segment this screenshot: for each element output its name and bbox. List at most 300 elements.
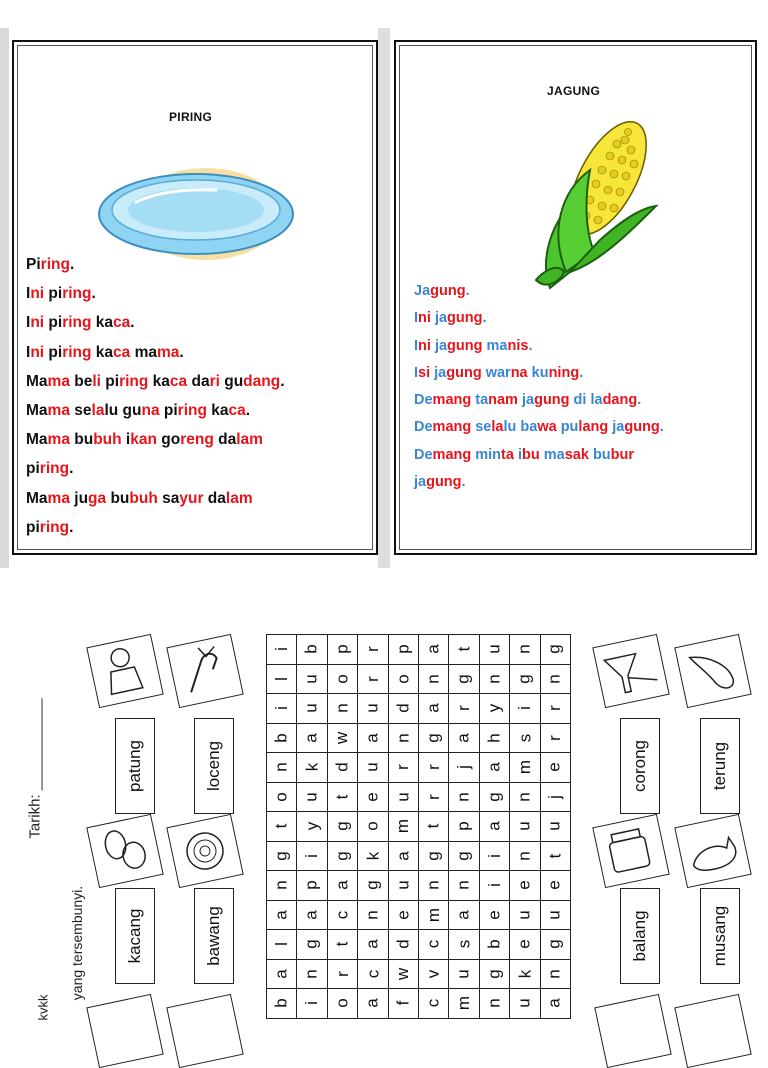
grid-cell[interactable]: [267, 930, 297, 960]
grid-cell[interactable]: [510, 959, 540, 989]
grid-cell[interactable]: [388, 723, 418, 753]
piring-text-syllable: ka: [206, 402, 229, 420]
grid-cell[interactable]: [540, 664, 570, 694]
word-bawang: bawang: [204, 906, 223, 966]
grid-cell[interactable]: [479, 841, 509, 871]
piring-text-syllable: Ma: [26, 372, 48, 390]
piring-text-syllable: gu: [219, 372, 244, 390]
piring-text-syllable: la: [91, 402, 105, 420]
grid-cell[interactable]: [358, 753, 388, 783]
bottom-right-picture-box: [594, 994, 671, 1068]
grid-cell[interactable]: [449, 871, 479, 901]
jagung-text-syllable: ba: [516, 419, 538, 436]
grid-letter: m: [423, 907, 443, 922]
piring-text-syllable: lam: [225, 489, 253, 507]
grid-cell[interactable]: [388, 989, 418, 1019]
grid-letter: u: [302, 674, 322, 684]
grid-cell[interactable]: [297, 841, 327, 871]
grid-cell[interactable]: [449, 723, 479, 753]
grid-cell[interactable]: [327, 753, 357, 783]
grid-cell[interactable]: [418, 694, 448, 724]
grid-letter: g: [302, 939, 322, 949]
grid-cell[interactable]: [510, 989, 540, 1019]
jagung-text-syllable: na: [510, 364, 528, 381]
grid-cell[interactable]: [479, 900, 509, 930]
grid-letter: n: [484, 998, 504, 1008]
grid-letter: u: [362, 762, 382, 772]
grid-cell[interactable]: [418, 782, 448, 812]
jagung-text-line: [414, 442, 664, 469]
grid-cell[interactable]: [358, 900, 388, 930]
grid-cell[interactable]: [418, 930, 448, 960]
grid-cell[interactable]: [418, 959, 448, 989]
eggplant-picture-box: [674, 634, 751, 708]
grid-cell[interactable]: [267, 723, 297, 753]
grid-cell[interactable]: [297, 664, 327, 694]
grid-cell[interactable]: [540, 900, 570, 930]
piring-text-syllable: se: [69, 402, 92, 420]
grid-letter: d: [393, 703, 413, 713]
grid-cell[interactable]: [327, 782, 357, 812]
grid-cell[interactable]: [449, 959, 479, 989]
grid-letter: b: [484, 939, 504, 949]
grid-cell[interactable]: [267, 989, 297, 1019]
grid-letter: r: [332, 970, 352, 977]
piring-text-line: [26, 367, 285, 396]
grid-cell[interactable]: [267, 959, 297, 989]
grid-letter: a: [271, 910, 291, 920]
piring-text-syllable: ring: [119, 372, 149, 390]
grid-letter: n: [545, 674, 565, 684]
piring-text-syllable: da: [187, 372, 210, 390]
jagung-text-syllable: mang: [432, 419, 472, 436]
grid-cell[interactable]: [510, 694, 540, 724]
grid-cell[interactable]: [449, 694, 479, 724]
jagung-text-syllable: lang: [578, 419, 609, 436]
grid-letter: o: [271, 792, 291, 802]
grid-cell[interactable]: [479, 989, 509, 1019]
grid-letter: r: [393, 764, 413, 771]
grid-cell[interactable]: [540, 694, 570, 724]
jagung-text-syllable: gung: [447, 310, 483, 327]
jagung-text-syllable: ta: [471, 392, 489, 409]
grid-letter: n: [423, 674, 443, 684]
grid-letter: n: [454, 792, 474, 802]
grid-letter: u: [393, 880, 413, 890]
jagung-text-line: [414, 387, 664, 414]
grid-letter: j: [454, 765, 474, 770]
card-jagung-text: [414, 278, 664, 496]
grid-letter: i: [271, 647, 291, 652]
grid-letter: e: [545, 762, 565, 772]
grid-cell[interactable]: [358, 930, 388, 960]
bottom-right-picture-box-2: [674, 994, 751, 1068]
grid-cell[interactable]: [418, 989, 448, 1019]
grid-letter: a: [423, 644, 443, 654]
card-jagung-title: JAGUNG: [547, 84, 601, 98]
piring-text-syllable: .: [280, 372, 285, 390]
grid-cell[interactable]: [297, 989, 327, 1019]
grid-cell[interactable]: [479, 812, 509, 842]
jagung-text-syllable: ja: [430, 310, 448, 327]
piring-text-syllable: da: [213, 431, 237, 449]
word-balang: balang: [630, 910, 649, 962]
grid-letter: a: [393, 851, 413, 861]
grid-row: [267, 694, 571, 724]
grid-letter: g: [271, 851, 291, 861]
grid-cell[interactable]: [510, 812, 540, 842]
grid-cell[interactable]: [388, 635, 418, 665]
grid-cell[interactable]: [267, 900, 297, 930]
grid-letter: b: [271, 733, 291, 743]
grid-letter: r: [362, 675, 382, 682]
grid-cell[interactable]: [297, 812, 327, 842]
grid-letter: n: [514, 792, 534, 802]
piring-text-syllable: lam: [236, 431, 263, 449]
grid-cell[interactable]: [479, 871, 509, 901]
piring-text-syllable: ring: [62, 314, 92, 332]
grid-cell[interactable]: [358, 812, 388, 842]
jagung-text-syllable: pu: [556, 419, 579, 436]
grid-cell[interactable]: [267, 694, 297, 724]
grid-letter: n: [393, 733, 413, 743]
grid-cell[interactable]: [297, 900, 327, 930]
grid-cell[interactable]: [510, 930, 540, 960]
word-musang: musang: [710, 905, 729, 967]
grid-cell[interactable]: [358, 841, 388, 871]
grid-row: [267, 930, 571, 960]
piring-text-line: [26, 279, 285, 308]
grid-letter: n: [271, 762, 291, 772]
grid-cell[interactable]: [449, 812, 479, 842]
grid-cell[interactable]: [388, 753, 418, 783]
jagung-text-syllable: sak: [564, 446, 589, 463]
grid-cell[interactable]: [418, 664, 448, 694]
word-tag-musang: [700, 888, 740, 984]
grid-cell[interactable]: [267, 753, 297, 783]
grid-cell[interactable]: [479, 753, 509, 783]
grid-letter: y: [484, 704, 504, 713]
piring-text-syllable: ri: [209, 372, 220, 390]
jagung-text-syllable: ku: [527, 364, 549, 381]
grid-letter: f: [393, 1000, 413, 1006]
jagung-text-line: [414, 278, 664, 305]
grid-cell[interactable]: [358, 871, 388, 901]
grid-cell[interactable]: [510, 871, 540, 901]
grid-cell[interactable]: [418, 871, 448, 901]
grid-letter: m: [514, 760, 534, 775]
grid-cell[interactable]: [297, 694, 327, 724]
grid-cell[interactable]: [540, 871, 570, 901]
jagung-text-syllable: gung: [426, 474, 462, 491]
grid-cell[interactable]: [388, 664, 418, 694]
grid-cell[interactable]: [510, 664, 540, 694]
grid-cell[interactable]: [418, 900, 448, 930]
grid-letter: a: [454, 733, 474, 743]
grid-letter: d: [393, 939, 413, 949]
grid-cell[interactable]: [418, 635, 448, 665]
grid-letter: n: [514, 851, 534, 861]
piring-text-syllable: ca: [113, 343, 131, 361]
grid-cell[interactable]: [327, 635, 357, 665]
grid-letter: m: [393, 819, 413, 834]
jagung-text-syllable: bu: [522, 446, 540, 463]
grid-letter: u: [514, 821, 534, 831]
jagung-text-syllable: I: [414, 337, 419, 354]
grid-cell[interactable]: [479, 782, 509, 812]
grid-cell[interactable]: [418, 753, 448, 783]
grid-cell[interactable]: [449, 930, 479, 960]
grid-cell[interactable]: [267, 635, 297, 665]
grid-row: [267, 871, 571, 901]
grid-cell[interactable]: [358, 959, 388, 989]
grid-letter: i: [302, 1001, 322, 1006]
grid-cell[interactable]: [327, 900, 357, 930]
word-corong: corong: [630, 740, 649, 792]
grid-cell[interactable]: [297, 782, 327, 812]
grid-cell[interactable]: [327, 959, 357, 989]
grid-cell[interactable]: [449, 635, 479, 665]
grid-cell[interactable]: [327, 841, 357, 871]
grid-cell[interactable]: [449, 841, 479, 871]
piring-text-syllable: .: [69, 518, 74, 536]
grid-cell[interactable]: [297, 959, 327, 989]
grid-cell[interactable]: [540, 841, 570, 871]
jagung-text-syllable: la: [586, 392, 603, 409]
grid-letter: g: [332, 851, 352, 861]
jagung-text-syllable: ja: [430, 364, 447, 381]
jagung-text-syllable: De: [414, 419, 433, 436]
grid-cell[interactable]: [388, 959, 418, 989]
grid-letter: u: [302, 792, 322, 802]
grid-letter: e: [514, 939, 534, 949]
grid-cell[interactable]: [510, 723, 540, 753]
grid-cell[interactable]: [510, 841, 540, 871]
grid-letter: n: [514, 644, 534, 654]
piring-text-syllable: na: [141, 402, 160, 420]
grid-letter: a: [484, 762, 504, 772]
jagung-text-syllable: la: [491, 419, 504, 436]
piring-text-syllable: .: [130, 314, 135, 332]
grid-cell[interactable]: [267, 782, 297, 812]
grid-cell[interactable]: [297, 723, 327, 753]
grid-letter: o: [393, 674, 413, 684]
jagung-text-syllable: .: [637, 392, 642, 409]
piring-text-line: [26, 425, 285, 454]
grid-cell[interactable]: [388, 841, 418, 871]
grid-cell[interactable]: [358, 782, 388, 812]
grid-cell[interactable]: [358, 723, 388, 753]
piring-text-syllable: ma: [47, 372, 70, 390]
card-jagung: [394, 40, 757, 555]
peanut-picture-box: [86, 814, 163, 888]
grid-letter: i: [271, 706, 291, 711]
grid-letter: n: [332, 703, 352, 713]
grid-letter: d: [332, 762, 352, 772]
grid-cell[interactable]: [449, 664, 479, 694]
grid-cell[interactable]: [479, 694, 509, 724]
grid-cell[interactable]: [297, 635, 327, 665]
piring-text-syllable: I: [26, 314, 31, 332]
jagung-text-syllable: Ja: [414, 283, 431, 299]
jagung-text-syllable: gung: [534, 392, 570, 409]
grid-cell[interactable]: [479, 930, 509, 960]
piring-text-line: [26, 396, 285, 425]
grid-letter: g: [362, 880, 382, 890]
piring-text-syllable: I: [26, 285, 31, 303]
grid-cell[interactable]: [479, 723, 509, 753]
grid-letter: g: [423, 733, 443, 743]
grid-cell[interactable]: [358, 694, 388, 724]
jagung-text-syllable: De: [414, 446, 433, 463]
piring-text-line: [26, 338, 285, 367]
grid-letter: a: [454, 910, 474, 920]
grid-letter: e: [362, 792, 382, 802]
grid-cell[interactable]: [327, 930, 357, 960]
grid-cell[interactable]: [297, 753, 327, 783]
card-piring-text: [26, 250, 285, 542]
grid-letter: r: [545, 734, 565, 741]
jagung-text-syllable: se: [471, 419, 492, 436]
grid-cell[interactable]: [267, 871, 297, 901]
bottom-left-picture-box: [86, 994, 163, 1068]
grid-cell[interactable]: [388, 694, 418, 724]
grid-letter: o: [332, 674, 352, 684]
grid-cell[interactable]: [540, 723, 570, 753]
grid-cell[interactable]: [540, 753, 570, 783]
grid-cell[interactable]: [449, 900, 479, 930]
grid-row: [267, 635, 571, 665]
grid-cell[interactable]: [327, 664, 357, 694]
piring-text-syllable: ca: [169, 372, 188, 390]
piring-text-line: [26, 484, 285, 513]
piring-text-line: [26, 454, 285, 483]
grid-cell[interactable]: [540, 782, 570, 812]
grid-cell[interactable]: [510, 782, 540, 812]
grid-letter: l: [271, 942, 291, 947]
piring-text-syllable: ni: [30, 314, 45, 332]
jagung-text-line: [414, 414, 664, 441]
grid-cell[interactable]: [358, 635, 388, 665]
grid-letter: k: [302, 763, 322, 772]
onion-picture-box: [166, 814, 243, 888]
grid-cell[interactable]: [418, 723, 448, 753]
grid-letter: b: [302, 644, 322, 654]
piring-text-syllable: Ma: [26, 431, 48, 449]
word-tag-terung: [700, 718, 740, 814]
grid-cell[interactable]: [540, 930, 570, 960]
grid-letter: n: [454, 880, 474, 890]
jagung-text-syllable: .: [659, 419, 664, 436]
piring-text-syllable: ca: [113, 314, 131, 332]
grid-letter: u: [454, 969, 474, 979]
grid-letter: r: [545, 705, 565, 712]
grid-letter: c: [423, 999, 443, 1008]
piring-text-syllable: bu: [69, 431, 94, 449]
piring-text-syllable: lu: [104, 402, 119, 420]
grid-cell[interactable]: [297, 930, 327, 960]
jagung-text-line: [414, 333, 664, 360]
grid-cell[interactable]: [449, 989, 479, 1019]
grid-cell[interactable]: [479, 959, 509, 989]
grid-letter: t: [332, 794, 352, 800]
grid-cell[interactable]: [540, 959, 570, 989]
grid-cell[interactable]: [540, 635, 570, 665]
grid-row: [267, 841, 571, 871]
grid-cell[interactable]: [327, 989, 357, 1019]
grid-letter: t: [332, 941, 352, 947]
piring-text-syllable: pi: [26, 518, 40, 536]
grid-cell[interactable]: [449, 782, 479, 812]
grid-cell[interactable]: [327, 812, 357, 842]
grid-cell[interactable]: [388, 782, 418, 812]
grid-cell[interactable]: [418, 812, 448, 842]
grid-cell[interactable]: [358, 989, 388, 1019]
grid-cell[interactable]: [418, 841, 448, 871]
grid-cell[interactable]: [388, 900, 418, 930]
grid-cell[interactable]: [479, 664, 509, 694]
grid-cell[interactable]: [327, 871, 357, 901]
grid-letter: n: [302, 969, 322, 979]
grid-cell[interactable]: [358, 664, 388, 694]
grid-cell[interactable]: [540, 989, 570, 1019]
piring-text-syllable: ca: [228, 402, 246, 420]
grid-cell[interactable]: [267, 841, 297, 871]
grid-letter: n: [545, 969, 565, 979]
word-loceng: loceng: [204, 740, 223, 792]
grid-cell[interactable]: [297, 871, 327, 901]
jagung-text-syllable: lu: [503, 419, 517, 436]
piring-text-syllable: pi: [26, 460, 40, 478]
grid-cell[interactable]: [267, 812, 297, 842]
grid-letter: a: [484, 821, 504, 831]
piring-text-syllable: buh: [93, 431, 122, 449]
grid-cell[interactable]: [540, 812, 570, 842]
grid-cell[interactable]: [510, 900, 540, 930]
jagung-text-syllable: bur: [610, 446, 635, 463]
jagung-text-syllable: ja: [608, 419, 625, 436]
grid-cell[interactable]: [510, 635, 540, 665]
jagung-text-syllable: nam: [488, 392, 518, 409]
piring-text-syllable: ni: [30, 343, 45, 361]
grid-cell[interactable]: [388, 871, 418, 901]
piring-text-syllable: buh: [129, 489, 158, 507]
piring-text-syllable: da: [203, 489, 226, 507]
grid-letter: t: [423, 823, 443, 829]
jagung-text-syllable: wa: [537, 419, 557, 436]
grid-cell[interactable]: [479, 635, 509, 665]
grid-cell[interactable]: [388, 930, 418, 960]
grid-letter: e: [393, 910, 413, 920]
jagung-text-syllable: De: [414, 392, 433, 409]
piring-text-syllable: I: [26, 343, 31, 361]
tarikh-label: Tarikh: ___________: [26, 698, 44, 839]
grid-letter: a: [362, 733, 382, 743]
grid-cell[interactable]: [327, 694, 357, 724]
grid-cell[interactable]: [267, 664, 297, 694]
grid-cell[interactable]: [388, 812, 418, 842]
piring-text-syllable: ring: [62, 285, 92, 303]
grid-letter: a: [423, 703, 443, 713]
grid-cell[interactable]: [327, 723, 357, 753]
grid-cell[interactable]: [449, 753, 479, 783]
jagung-text-syllable: gung: [447, 337, 483, 354]
grid-letter: a: [332, 880, 352, 890]
piring-text-syllable: ma: [157, 343, 180, 361]
grid-letter: g: [454, 674, 474, 684]
instruction-text: yang tersembunyi.: [69, 885, 86, 1001]
grid-cell[interactable]: [510, 753, 540, 783]
